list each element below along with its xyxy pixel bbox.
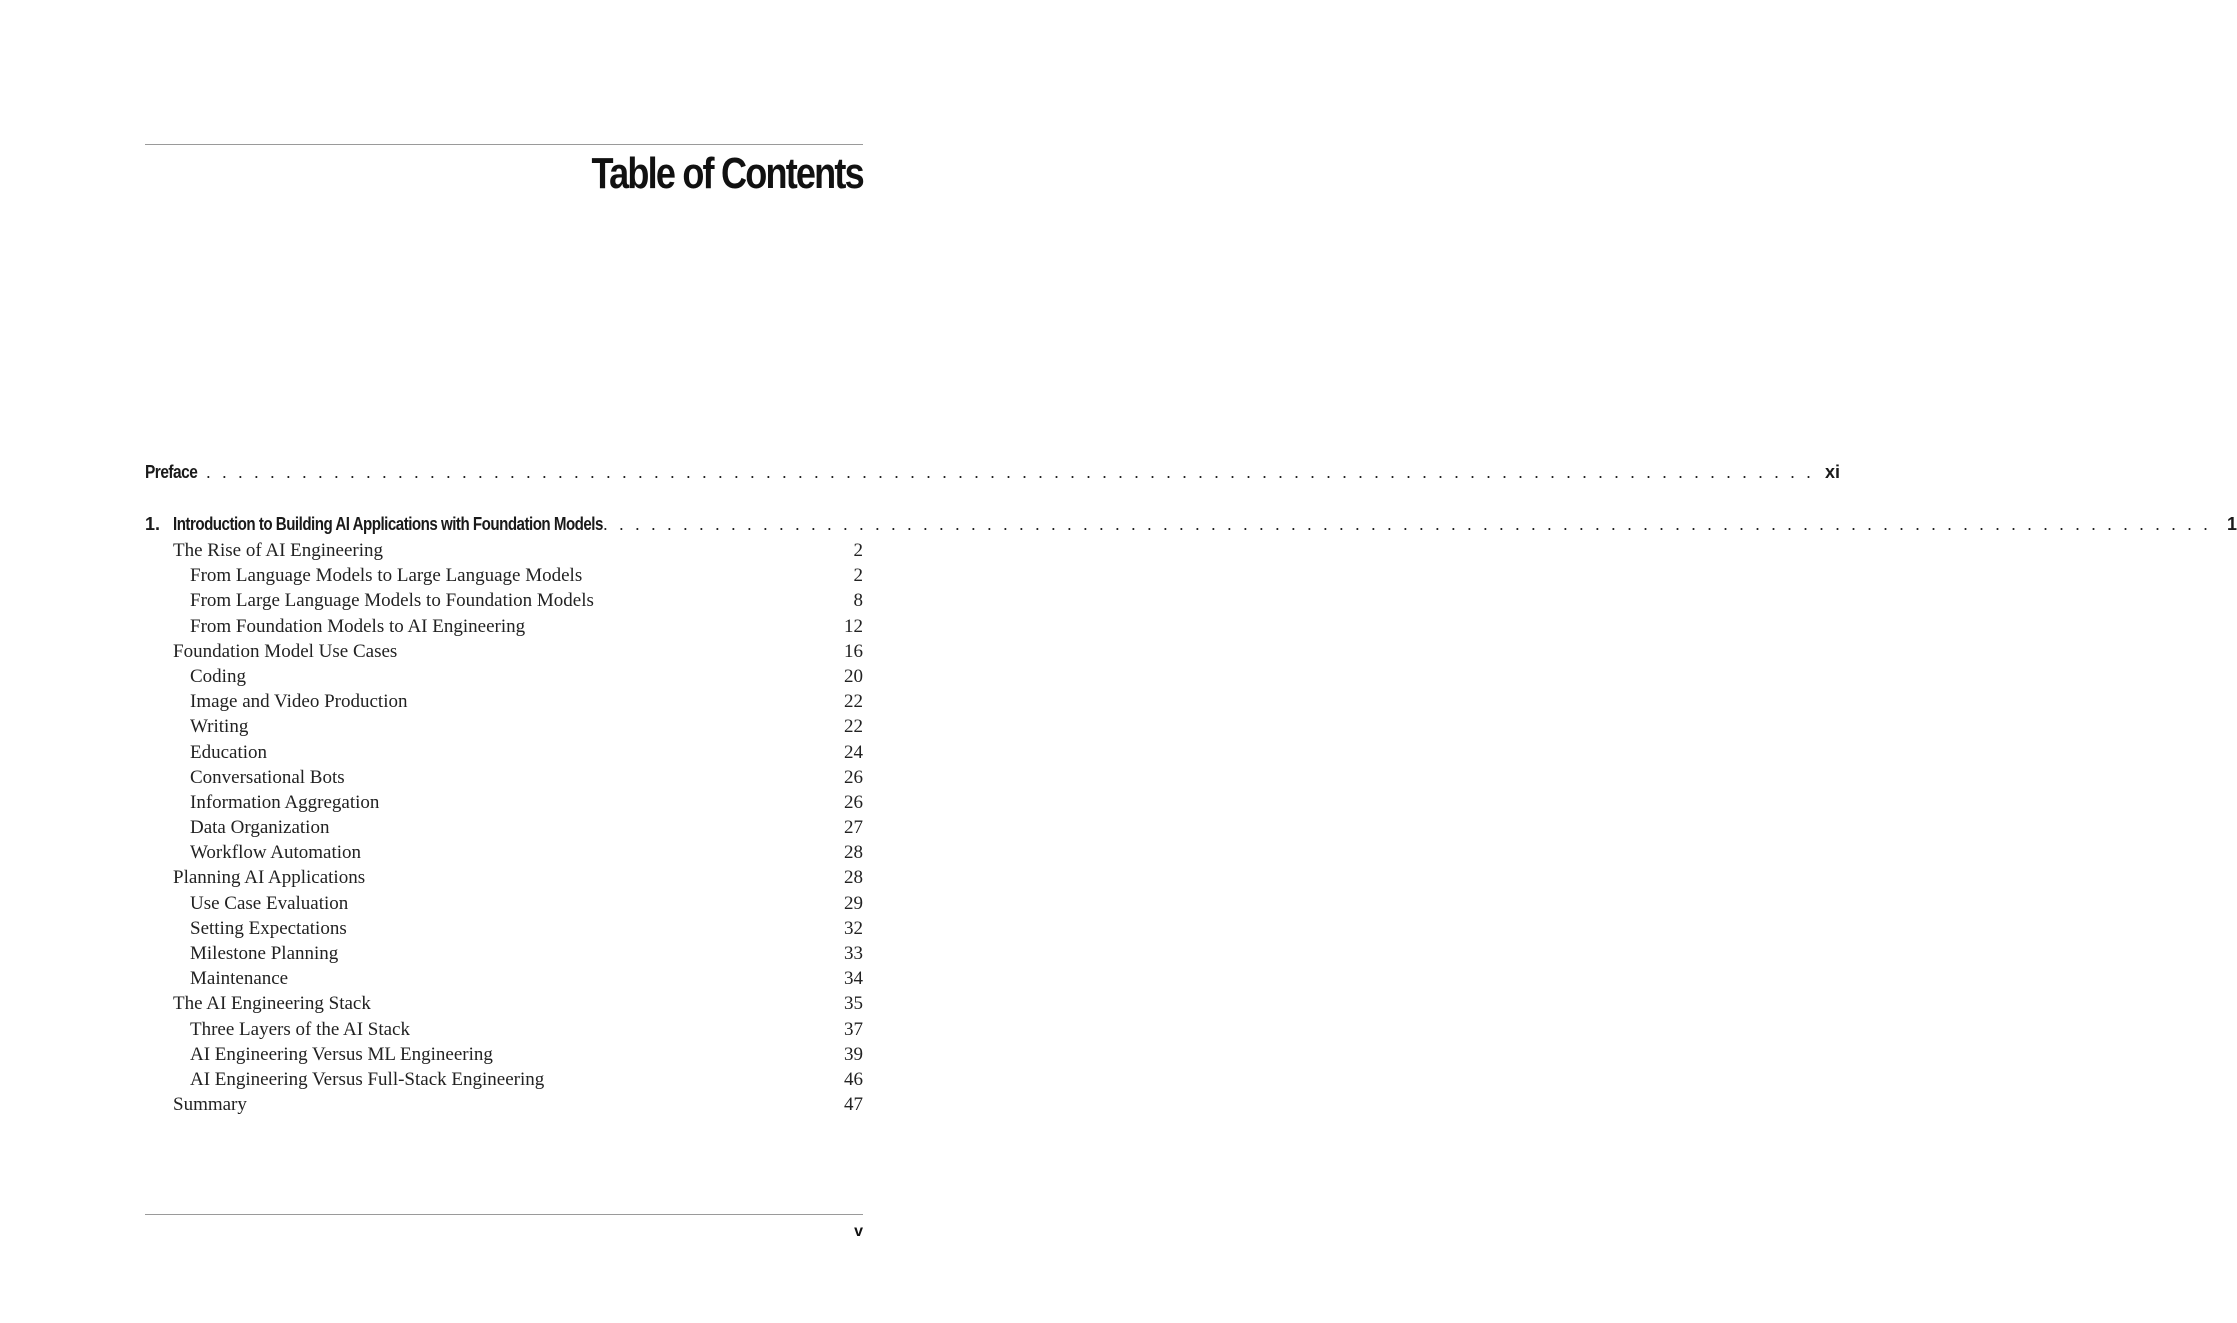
- toc-entry-page: 26: [844, 791, 863, 813]
- toc-entry[interactable]: [145, 740, 863, 765]
- toc-entry-label: Education: [190, 741, 268, 763]
- toc-entry-label: Summary: [173, 1094, 247, 1116]
- page-title: Table of Contents: [591, 149, 863, 198]
- toc-entry-label: From Foundation Models to AI Engineering: [190, 615, 526, 637]
- toc-entry-page: 28: [844, 867, 863, 889]
- toc-entry[interactable]: [145, 689, 863, 714]
- toc-entry-label: Milestone Planning: [190, 943, 339, 964]
- toc-entry-page: 37: [844, 1018, 863, 1040]
- toc-entry-page: xi: [1825, 462, 1841, 482]
- toc-entry-page: 24: [844, 741, 863, 763]
- toc-entry-label: From Language Models to Large Language Models: [190, 565, 583, 587]
- toc-entry-page: 28: [844, 842, 863, 864]
- toc-entry-label: Image and Video Production: [190, 691, 408, 713]
- toc-entry-page: 8: [853, 590, 863, 612]
- toc-entry[interactable]: [145, 790, 863, 815]
- dot-leader: . . . . . . . . . . . . . . . . . . . . . . . . . . . . . . . . . . . . . . . . . . . . . . . . . . . . . . . . . . . . . . . . . . . . . . . . . . . . . . . . . . . . . . . . . . . . . . . . . . . . .: [602, 514, 2212, 534]
- toc-section-list: [145, 538, 863, 1117]
- toc-entry-page: 22: [844, 691, 863, 713]
- toc-entry[interactable]: [145, 588, 863, 613]
- bottom-rule: [145, 1214, 863, 1215]
- toc-entry[interactable]: [145, 614, 863, 639]
- toc-entry-label: Writing: [190, 716, 249, 738]
- toc-entry-page: 22: [844, 716, 863, 738]
- toc-entry-label: Planning AI Applications: [173, 867, 366, 889]
- chapter-number: 1.: [145, 514, 161, 534]
- toc-entry-label: Coding: [190, 665, 246, 687]
- toc-entry[interactable]: [145, 1092, 863, 1117]
- toc-entry-page: 35: [844, 993, 863, 1015]
- toc-entry-page: 29: [844, 892, 863, 914]
- toc-entry[interactable]: [145, 991, 863, 1016]
- toc-entry-label: Preface: [145, 462, 198, 482]
- toc-entry[interactable]: [145, 941, 863, 966]
- toc-entry-label: AI Engineering Versus Full-Stack Engineering: [190, 1068, 545, 1090]
- toc-entry-page: 33: [844, 943, 863, 964]
- toc-entry-page: 26: [844, 766, 863, 788]
- toc-entry-label: The Rise of AI Engineering: [173, 540, 384, 561]
- toc-entry-page: 12: [844, 615, 863, 637]
- toc-entry-label: Data Organization: [190, 817, 330, 839]
- toc-entry[interactable]: [145, 664, 863, 689]
- toc-entry-page: 39: [844, 1043, 863, 1065]
- toc-entry[interactable]: [145, 538, 863, 563]
- chapter-title: Introduction to Building AI Applications with Foundation Models: [173, 514, 603, 534]
- dot-leader: . . . . . . . . . . . . . . . . . . . . . . . . . . . . . . . . . . . . . . . . . . . . . . . . . . . . . . . . . . . . . . . . . . . . . . . . . . . . . . . . . . . . . . . . . . . . . . . . . . . . .: [205, 462, 1815, 482]
- toc-entry[interactable]: [145, 1042, 863, 1067]
- toc-entry-page: 46: [844, 1068, 863, 1090]
- toc-entry-preface[interactable]: [145, 458, 1841, 486]
- toc-entry-label: Setting Expectations: [190, 917, 347, 939]
- toc-entry-page: 16: [844, 640, 863, 662]
- toc-entry[interactable]: [145, 1067, 863, 1092]
- table-of-contents: [145, 458, 2237, 1117]
- toc-entry-label: AI Engineering Versus ML Engineering: [190, 1043, 493, 1065]
- toc-entry[interactable]: [145, 865, 863, 890]
- toc-entry-label: Use Case Evaluation: [190, 892, 349, 914]
- toc-entry-label: The AI Engineering Stack: [173, 993, 371, 1015]
- page-number: v: [854, 1223, 863, 1240]
- toc-entry-chapter-1[interactable]: [145, 510, 2237, 538]
- toc-entry[interactable]: [145, 563, 863, 588]
- toc-entry-label: Conversational Bots: [190, 766, 345, 788]
- toc-entry-label: Information Aggregation: [190, 791, 380, 813]
- toc-entry[interactable]: [145, 966, 863, 991]
- toc-entry-page: 27: [844, 817, 863, 839]
- top-rule: [145, 144, 863, 145]
- toc-entry[interactable]: [145, 639, 863, 664]
- toc-entry-label: Three Layers of the AI Stack: [190, 1018, 410, 1040]
- toc-entry-label: Workflow Automation: [190, 842, 362, 864]
- toc-entry[interactable]: [145, 840, 863, 865]
- toc-entry[interactable]: [145, 891, 863, 916]
- toc-entry-page: 47: [844, 1094, 863, 1116]
- toc-entry-page: 32: [844, 917, 863, 939]
- toc-entry-page: 2: [853, 540, 863, 561]
- toc-entry[interactable]: [145, 815, 863, 840]
- toc-entry[interactable]: [145, 916, 863, 941]
- toc-entry-label: Maintenance: [190, 968, 289, 990]
- toc-entry-page: 34: [844, 968, 863, 990]
- toc-entry-page: 20: [844, 665, 863, 687]
- toc-entry[interactable]: [145, 714, 863, 739]
- toc-entry[interactable]: [145, 1017, 863, 1042]
- toc-entry[interactable]: [145, 765, 863, 790]
- toc-entry-label: Foundation Model Use Cases: [173, 640, 398, 662]
- chapter-page: 1: [2227, 514, 2237, 534]
- toc-entry-page: 2: [853, 565, 863, 587]
- toc-entry-label: From Large Language Models to Foundation Models: [190, 590, 594, 612]
